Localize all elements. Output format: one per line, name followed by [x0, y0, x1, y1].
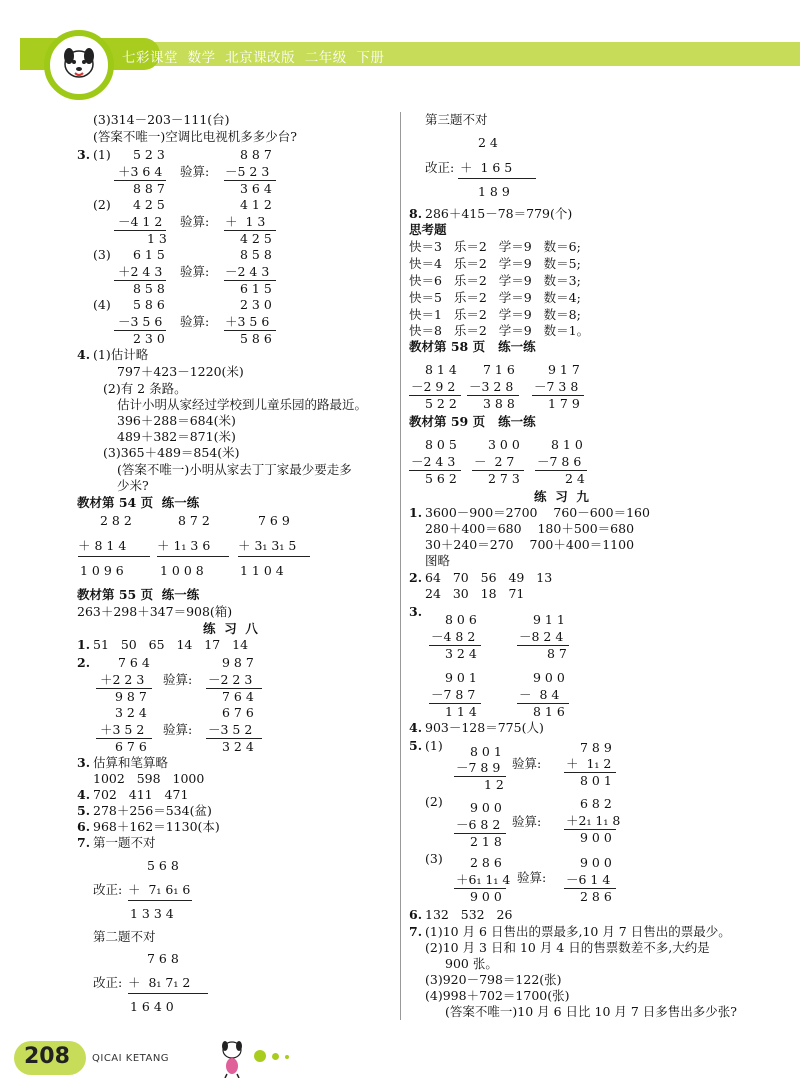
- text-line: 快＝8 乐＝2 学＝9 数＝1。: [409, 323, 590, 338]
- calc-row: －7 8 9: [456, 760, 501, 775]
- check-label: 验算:: [180, 164, 210, 179]
- text-line: 396＋288＝684(米): [117, 413, 236, 428]
- text-line: 797＋423－1220(米): [117, 364, 244, 379]
- calc-row: 9 8 7: [222, 655, 254, 670]
- calc-row: 2 8 6: [580, 889, 612, 904]
- item-number: 1.: [409, 505, 423, 520]
- calc-row: 3 8 8: [483, 396, 515, 411]
- calc-row: －6 1 4: [566, 872, 611, 887]
- text-line: 489＋382＝871(米): [117, 429, 236, 444]
- sub-label: (3): [93, 247, 111, 262]
- section-heading: 教材第 59 页 练一练: [409, 414, 536, 429]
- calc-row: 9 1 7: [548, 362, 580, 377]
- item-number: 6.: [409, 907, 423, 922]
- section-heading: 教材第 55 页 练一练: [77, 587, 200, 602]
- sub-label: (1): [93, 147, 111, 162]
- calc-row: 1 8 9: [478, 184, 510, 199]
- label: 改正:: [425, 160, 455, 175]
- text-line: 132 532 26: [425, 907, 513, 922]
- calc-row: 4 2 5: [133, 197, 165, 212]
- check-label: 验算:: [180, 264, 210, 279]
- text-line: 快＝1 乐＝2 学＝9 数＝8;: [409, 307, 581, 322]
- calc-row: 6 7 6: [115, 739, 147, 754]
- calc-row: 7 6 9: [258, 513, 290, 528]
- calc-row: ＋ 1₁ 3 6: [157, 538, 211, 553]
- item-number: 3.: [77, 755, 91, 770]
- item-number: 4.: [77, 347, 91, 362]
- text-line: (3)920－798＝122(张): [425, 972, 562, 987]
- calc-row: 1 1 4: [445, 704, 477, 719]
- item-number: 4.: [409, 720, 423, 735]
- calc-row: ＋ 7₁ 6₁ 6: [128, 882, 191, 897]
- check-label: 验算:: [163, 672, 193, 687]
- calc-row: 8 7 2: [178, 513, 210, 528]
- text-line: (3)365＋489＝854(米): [103, 445, 240, 460]
- section-heading: 教材第 54 页 练一练: [77, 495, 200, 510]
- text-line: 64 70 56 49 13: [425, 570, 553, 585]
- calc-row: 2 3 0: [133, 331, 165, 346]
- calc-row: 4 2 5: [240, 231, 272, 246]
- header-title: 七彩课堂 数学 北京课改版 二年级 下册: [122, 50, 385, 66]
- calc-row: －5 2 3: [225, 164, 270, 179]
- calc-row: 1 3 3 4: [130, 906, 174, 921]
- calc-row: －4 8 2: [431, 629, 476, 644]
- calc-row: ＋ 1 3: [225, 214, 266, 229]
- calc-row: 8 0 5: [425, 437, 457, 452]
- item-number: 3.: [77, 147, 91, 162]
- text-line: (答案不唯一)小明从家去丁丁家最少要走多: [117, 462, 352, 477]
- section-title: 练 习 九: [534, 489, 589, 504]
- text-line: 少米?: [117, 478, 149, 493]
- calc-row: －4 1 2: [118, 214, 163, 229]
- section-heading: 思考题: [409, 222, 447, 237]
- calc-row: 9 0 0: [470, 889, 502, 904]
- calc-row: －8 2 4: [519, 629, 564, 644]
- calc-row: 2 4: [478, 135, 498, 150]
- calc-row: ＋3 5 6: [225, 314, 270, 329]
- label: 改正:: [93, 882, 123, 897]
- text-line: 51 50 65 14 17 14: [93, 637, 249, 652]
- calc-row: 8 1 4: [425, 362, 457, 377]
- item-number: 5.: [409, 738, 423, 753]
- decor-dot: [254, 1050, 266, 1062]
- sub-label: (2): [425, 794, 443, 809]
- text-line: 估算和笔算略: [93, 755, 169, 770]
- calc-row: 9 0 0: [580, 830, 612, 845]
- text-line: (答案不唯一)空调比电视机多多少台?: [93, 129, 297, 144]
- calc-row: 2 7 3: [488, 471, 520, 486]
- calc-row: 8 5 8: [240, 247, 272, 262]
- text-line: 278＋256＝534(盆): [93, 803, 212, 818]
- footer-brand: QICAI KETANG: [92, 1053, 170, 1064]
- check-label: 验算:: [512, 756, 542, 771]
- sub-label: (3): [425, 851, 443, 866]
- calc-row: 8 5 8: [133, 281, 165, 296]
- text-line: 第二题不对: [93, 929, 156, 944]
- item-number: 2.: [409, 570, 423, 585]
- calc-row: 6 1 5: [240, 281, 272, 296]
- calc-row: 5 6 2: [425, 471, 457, 486]
- calc-row: ＋ 3₁ 3₁ 5: [238, 538, 297, 553]
- calc-row: 1 7 9: [548, 396, 580, 411]
- text-line: 第一题不对: [93, 835, 156, 850]
- text-line: (3)314－203－111(台): [93, 112, 230, 127]
- calc-row: －7 8 6: [537, 454, 582, 469]
- calc-row: －6 8 2: [456, 817, 501, 832]
- calc-row: 1 6 4 0: [130, 999, 174, 1014]
- calc-row: 9 0 0: [580, 855, 612, 870]
- calc-row: 2 1 8: [470, 834, 502, 849]
- calc-row: 3 6 4: [240, 181, 272, 196]
- check-label: 验算:: [180, 314, 210, 329]
- item-number: 1.: [77, 637, 91, 652]
- sub-label: (2): [93, 197, 111, 212]
- calc-line: [78, 556, 150, 557]
- calc-row: －3 2 8: [469, 379, 514, 394]
- calc-row: 5 2 2: [425, 396, 457, 411]
- calc-row: 3 2 4: [222, 739, 254, 754]
- calc-row: 7 6 4: [222, 689, 254, 704]
- text-line: (2)10 月 3 日和 10 月 4 日的售票数差不多,大约是: [425, 940, 710, 955]
- calc-row: 1 3: [147, 231, 167, 246]
- calc-row: 7 6 8: [147, 951, 179, 966]
- calc-row: ＋ 8 1 4: [78, 538, 127, 553]
- text-line: 快＝6 乐＝2 学＝9 数＝3;: [409, 273, 581, 288]
- text-line: 快＝4 乐＝2 学＝9 数＝5;: [409, 256, 581, 271]
- page-number: 208: [24, 1044, 70, 1069]
- calc-row: －3 5 2: [208, 722, 253, 737]
- calc-row: －3 5 6: [118, 314, 163, 329]
- decor-dot: [272, 1053, 279, 1060]
- calc-row: 5 8 6: [133, 297, 165, 312]
- calc-row: ＋6₁ 1₁ 4: [456, 872, 511, 887]
- check-label: 验算:: [517, 870, 547, 885]
- section-title: 练 习 八: [203, 621, 258, 636]
- calc-row: 1 2: [484, 777, 504, 792]
- text-line: 快＝3 乐＝2 学＝9 数＝6;: [409, 239, 581, 254]
- calc-row: ＋2₁ 1₁ 8: [566, 813, 621, 828]
- check-label: 验算:: [512, 814, 542, 829]
- calc-row: 9 0 0: [470, 800, 502, 815]
- calc-row: 8 0 1: [580, 773, 612, 788]
- item-number: 8.: [409, 206, 423, 221]
- calc-row: ＋2 4 3: [118, 264, 163, 279]
- decor-dot: [285, 1055, 289, 1059]
- text-line: 3600－900＝2700 760－600＝160: [425, 505, 650, 520]
- calc-row: ＋2 2 3: [100, 672, 145, 687]
- calc-row: －7 3 8: [534, 379, 579, 394]
- calc-row: －2 4 3: [225, 264, 270, 279]
- item-number: 4.: [77, 787, 91, 802]
- text-line: 1002 598 1000: [93, 771, 205, 786]
- item-number: 5.: [77, 803, 91, 818]
- text-line: (4)998＋702＝1700(张): [425, 988, 570, 1003]
- calc-row: 1 1 0 4: [240, 563, 284, 578]
- text-line: 900 张。: [445, 956, 498, 971]
- text-line: (1)10 月 6 日售出的票最多,10 月 7 日售出的票最少。: [425, 924, 731, 939]
- mascot-small-icon: [215, 1038, 249, 1078]
- calc-row: － 8 4: [519, 687, 560, 702]
- calc-row: 6 7 6: [222, 705, 254, 720]
- column-divider: [400, 112, 401, 1020]
- text-line: (2)有 2 条路。: [103, 381, 187, 396]
- text-line: (1)估计略: [93, 347, 149, 362]
- calc-row: － 2 7: [474, 454, 515, 469]
- calc-line: [238, 556, 310, 557]
- calc-row: －2 4 3: [411, 454, 456, 469]
- calc-row: 8 0 6: [445, 612, 477, 627]
- calc-row: ＋ 1₁ 2: [566, 756, 612, 771]
- item-number: 7.: [409, 924, 423, 939]
- calc-row: 8 1 6: [533, 704, 565, 719]
- calc-row: ＋3 5 2: [100, 722, 145, 737]
- label: 改正:: [93, 975, 123, 990]
- text-line: (答案不唯一)10 月 6 日比 10 月 7 日多售出多少张?: [445, 1004, 737, 1019]
- calc-row: 3 0 0: [488, 437, 520, 452]
- item-number: 6.: [77, 819, 91, 834]
- check-label: 验算:: [163, 722, 193, 737]
- text-line: 30＋240＝270 700＋400＝1100: [425, 537, 635, 552]
- calc-row: 9 0 1: [445, 670, 477, 685]
- section-heading: 教材第 58 页 练一练: [409, 339, 536, 354]
- calc-line: [128, 993, 208, 994]
- calc-row: 8 1 0: [551, 437, 583, 452]
- calc-row: 6 1 5: [133, 247, 165, 262]
- calc-row: 5 2 3: [133, 147, 165, 162]
- calc-line: [458, 178, 536, 179]
- text-line: 估计小明从家经过学校到儿童乐园的路最近。: [117, 397, 368, 412]
- item-number: 3.: [409, 604, 423, 619]
- calc-row: ＋3 6 4: [118, 164, 163, 179]
- calc-row: 1 0 9 6: [80, 563, 124, 578]
- calc-row: 5 6 8: [147, 858, 179, 873]
- text-line: 280＋400＝680 180＋500＝680: [425, 521, 635, 536]
- calc-row: 4 1 2: [240, 197, 272, 212]
- calc-row: 7 1 6: [483, 362, 515, 377]
- text-line: 24 30 18 71: [425, 586, 525, 601]
- calc-row: 5 8 6: [240, 331, 272, 346]
- calc-row: 8 8 7: [133, 181, 165, 196]
- calc-row: 8 7: [547, 646, 567, 661]
- text-line: 图略: [425, 553, 451, 568]
- calc-row: 8 0 1: [470, 744, 502, 759]
- calc-row: 6 8 2: [580, 796, 612, 811]
- text-line: 286＋415－78＝779(个): [425, 206, 573, 221]
- calc-row: 2 8 6: [470, 855, 502, 870]
- calc-line: [128, 900, 192, 901]
- calc-row: 2 8 2: [100, 513, 132, 528]
- sub-label: (1): [425, 738, 443, 753]
- text-line: 903－128＝775(人): [425, 720, 544, 735]
- check-label: 验算:: [180, 214, 210, 229]
- calc-row: 8 8 7: [240, 147, 272, 162]
- calc-row: 1 0 0 8: [160, 563, 204, 578]
- calc-row: －2 9 2: [411, 379, 456, 394]
- text-line: 968＋162＝1130(本): [93, 819, 220, 834]
- item-number: 2.: [77, 655, 91, 670]
- calc-row: ＋ 8₁ 7₁ 2: [128, 975, 191, 990]
- calc-row: ＋ 1 6 5: [460, 160, 513, 175]
- calc-row: 9 1 1: [533, 612, 565, 627]
- sub-label: (4): [93, 297, 111, 312]
- calc-row: －7 8 7: [431, 687, 476, 702]
- calc-row: 2 3 0: [240, 297, 272, 312]
- calc-row: 3 2 4: [445, 646, 477, 661]
- calc-line: [157, 556, 229, 557]
- text-line: 702 411 471: [93, 787, 189, 802]
- calc-row: 9 0 0: [533, 670, 565, 685]
- mascot-dog-icon: [56, 40, 102, 86]
- calc-row: 2 4: [565, 471, 585, 486]
- calc-row: 9 8 7: [115, 689, 147, 704]
- item-number: 7.: [77, 835, 91, 850]
- text-line: 快＝5 乐＝2 学＝9 数＝4;: [409, 290, 581, 305]
- calc-row: 7 8 9: [580, 740, 612, 755]
- calc-row: －2 2 3: [208, 672, 253, 687]
- text-line: 第三题不对: [425, 112, 488, 127]
- calc-row: 3 2 4: [115, 705, 147, 720]
- text-line: 263＋298＋347＝908(箱): [77, 604, 233, 619]
- calc-row: 7 6 4: [118, 655, 150, 670]
